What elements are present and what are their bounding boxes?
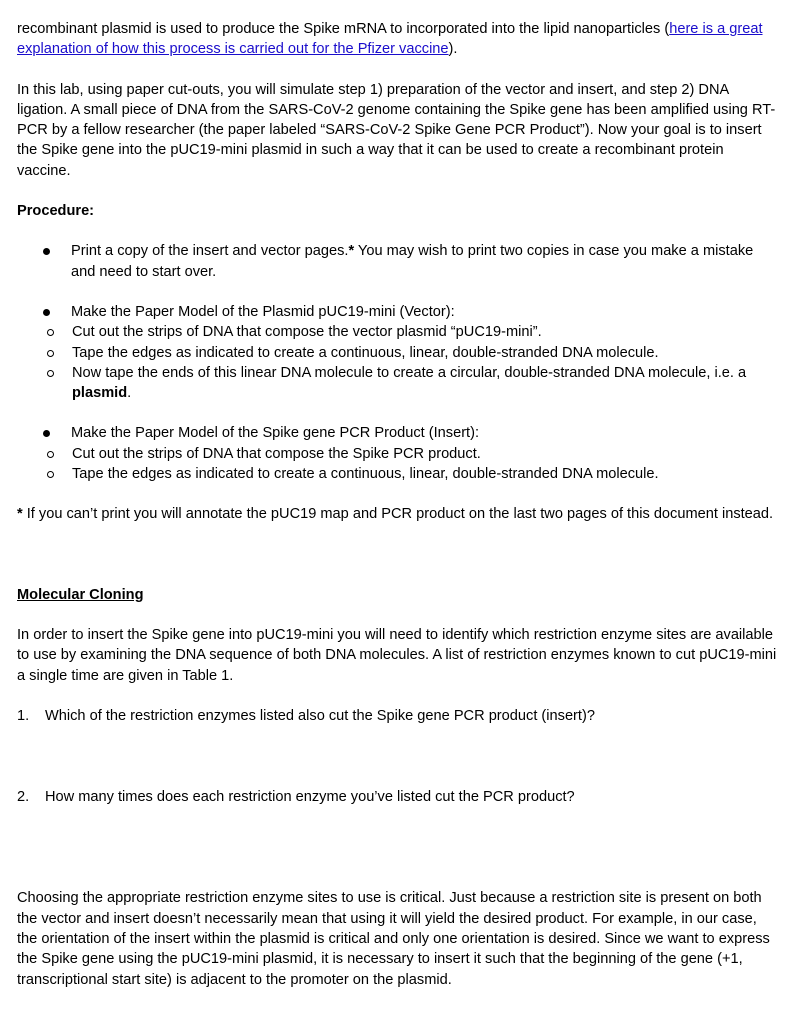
sub-item bbox=[17, 322, 779, 342]
procedure-list-vector bbox=[17, 302, 779, 403]
questions-list bbox=[17, 706, 779, 726]
bullet-icon bbox=[43, 248, 50, 255]
procedure-item-text: Make the Paper Model of the Plasmid pUC19-mini (Vector): bbox=[71, 303, 455, 320]
procedure-item-text-tail: You may wish to print two copies in case you make a mistake and need to start over. bbox=[71, 243, 754, 280]
question-text: Which of the restriction enzymes listed also cut the Spike gene PCR product (insert)? bbox=[45, 707, 595, 724]
bullet-icon bbox=[43, 309, 50, 316]
sub-item-text: Cut out the strips of DNA that compose the vector plasmid “pUC19-mini”. bbox=[72, 324, 542, 341]
procedure-item-text: Make the Paper Model of the Spike gene PCR Product (Insert): bbox=[71, 425, 480, 442]
insert-sublist bbox=[17, 444, 779, 485]
circle-bullet-icon bbox=[47, 329, 54, 336]
procedure-list-insert bbox=[17, 423, 779, 484]
bullet-icon bbox=[43, 430, 50, 437]
circle-bullet-icon bbox=[47, 471, 54, 478]
question-item bbox=[17, 706, 779, 726]
procedure-item-vector bbox=[17, 302, 779, 403]
closing-paragraph: Choosing the appropriate restriction enzyme sites to use is critical. Just because a restriction site is present on both the vector and insert doesn’t necessarily mean that using it will yield the desired product. For example, in our case, the orientation of the insert within the plasmid is critical and only one orientation is desired. Since we want to express the Spike gene using the pUC19-mini plasmid, it is necessary to insert it such that the beginning of the gene (+1, transcriptional start site) is adjacent to the promoter on the plasmid. bbox=[17, 890, 770, 988]
question-text: How many times does each restriction enzyme you’ve listed cut the PCR product? bbox=[45, 789, 575, 806]
footnote-text: If you can’t print you will annotate the pUC19 map and PCR product on the last two pages of this document instead. bbox=[22, 506, 774, 523]
circle-bullet-icon bbox=[47, 370, 54, 377]
intro-text-tail: ). bbox=[448, 41, 458, 58]
footnote-asterisk: * bbox=[348, 243, 355, 260]
sub-item-text: Tape the edges as indicated to create a continuous, linear, double-stranded DNA molecule. bbox=[72, 466, 659, 483]
molecular-cloning-heading: Molecular Cloning bbox=[17, 586, 144, 603]
intro-paragraph bbox=[17, 19, 779, 60]
sub-item-text: Cut out the strips of DNA that compose the Spike PCR product. bbox=[72, 445, 481, 462]
vector-sublist bbox=[17, 322, 779, 403]
procedure-heading: Procedure: bbox=[17, 203, 95, 220]
circle-bullet-icon bbox=[47, 451, 54, 458]
cloning-paragraph: In order to insert the Spike gene into pUC19-mini you will need to identify which restriction enzyme sites are available to use by examining the DNA sequence of both DNA molecules. A list of restriction enzymes known to cut pUC19-mini a single time are given in Table 1. bbox=[17, 626, 777, 684]
pfizer-explanation-link[interactable]: here is a great explanation of how this process is carried out for the Pfizer vaccine bbox=[17, 21, 763, 58]
sub-item bbox=[17, 343, 779, 363]
lab-paragraph: In this lab, using paper cut-outs, you will simulate step 1) preparation of the vector and insert, and step 2) DNA ligation. A small piece of DNA from the SARS-CoV-2 genome containing the Spike gene has been amplified using RT-PCR by a fellow researcher (the paper labeled “SARS-CoV-2 Spike Gene PCR Product”). Now your goal is to insert the Spike gene into the pUC19-mini plasmid in such a way that it can be used to create a recombinant protein vaccine. bbox=[17, 81, 776, 179]
sub-item-text: Tape the edges as indicated to create a continuous, linear, double-stranded DNA molecule. bbox=[72, 344, 659, 361]
footnote-asterisk: * bbox=[17, 506, 23, 523]
sub-item bbox=[17, 363, 779, 404]
procedure-item-text: Print a copy of the insert and vector pages. bbox=[71, 243, 349, 260]
procedure-item-print bbox=[17, 241, 779, 282]
plasmid-term: plasmid bbox=[72, 385, 128, 402]
procedure-list bbox=[17, 241, 779, 282]
sub-item-tail: . bbox=[127, 385, 132, 402]
sub-item-text: Now tape the ends of this linear DNA molecule to create a circular, double-stranded DNA molecule, i.e. a bbox=[72, 364, 747, 381]
sub-item bbox=[17, 464, 779, 484]
procedure-item-insert bbox=[17, 423, 779, 484]
question-item bbox=[17, 787, 779, 807]
intro-text: recombinant plasmid is used to produce the Spike mRNA to incorporated into the lipid nanoparticles ( bbox=[17, 21, 670, 37]
sub-item bbox=[17, 444, 779, 464]
document-page bbox=[17, 19, 779, 990]
question-number: 2. bbox=[17, 789, 30, 806]
footnote bbox=[17, 504, 779, 524]
circle-bullet-icon bbox=[47, 350, 54, 357]
question-number: 1. bbox=[17, 707, 30, 724]
questions-list-2 bbox=[17, 787, 779, 807]
